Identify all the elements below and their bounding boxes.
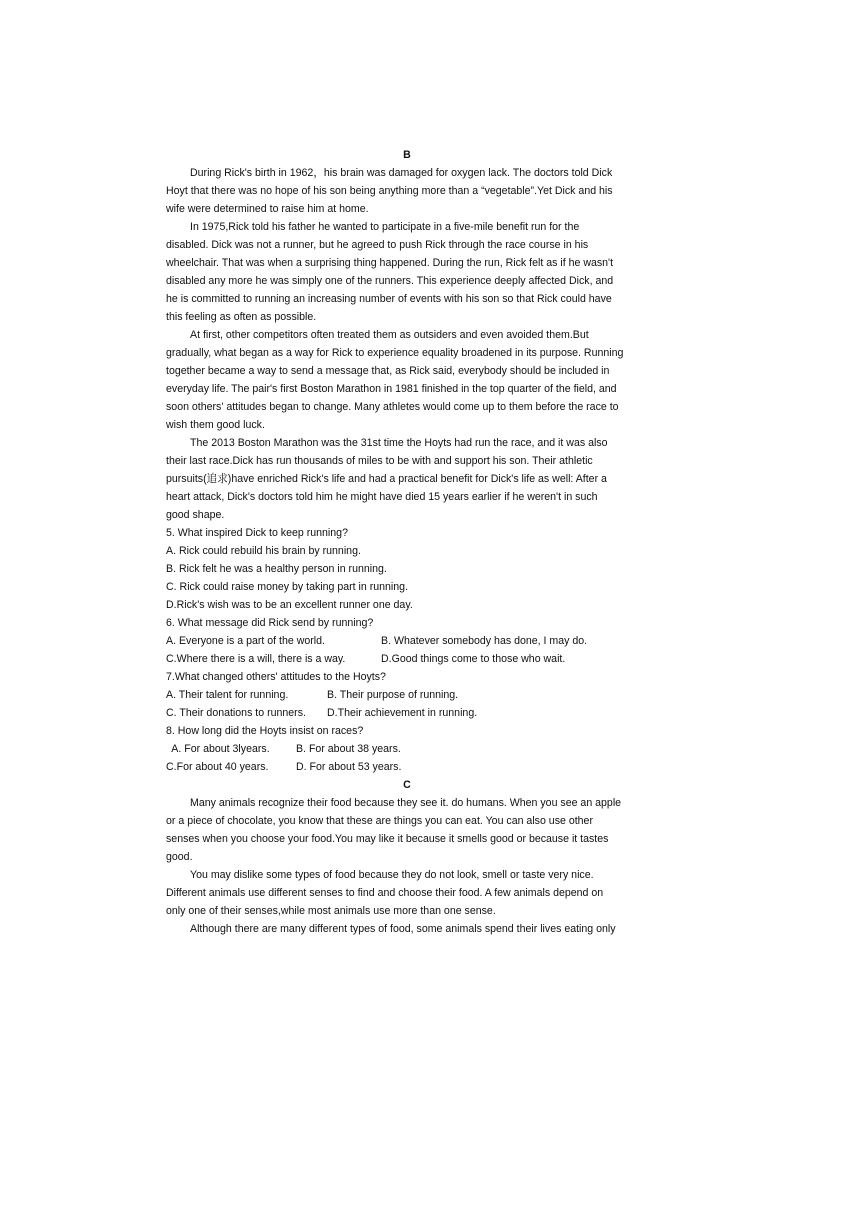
answer-option: A. Everyone is a part of the world. xyxy=(166,635,325,647)
answer-option: A. Rick could rebuild his brain by running. xyxy=(166,545,361,557)
option-row xyxy=(166,542,648,560)
option-row xyxy=(166,560,648,578)
paragraph-line: wish them good luck. xyxy=(166,419,265,431)
option-row xyxy=(166,632,648,650)
question-stem: 6. What message did Rick send by running? xyxy=(166,617,374,629)
paragraph-line: During Rick's birth in 1962，his brain was damaged for oxygen lack. The doctors told Dick xyxy=(190,167,613,179)
paragraph-line: In 1975,Rick told his father he wanted to participate in a five-mile benefit run for the xyxy=(190,221,580,233)
paragraph-line: wheelchair. That was when a surprising thing happened. During the run, Rick felt as if he wasn't xyxy=(166,257,614,269)
paragraph-line: Although there are many different types of food, some animals spend their lives eating only xyxy=(190,923,616,935)
answer-option: B. Whatever somebody has done, I may do. xyxy=(381,635,588,647)
paragraph-line: this feeling as often as possible. xyxy=(166,311,317,323)
section-b-passage xyxy=(166,164,648,524)
section-c-title: C xyxy=(403,779,411,791)
paragraph-line: only one of their senses,while most animals use more than one sense. xyxy=(166,905,496,917)
section-c-passage xyxy=(166,794,648,938)
question-stem: 5. What inspired Dick to keep running? xyxy=(166,527,348,539)
section-b-questions xyxy=(166,524,648,776)
paragraph-line: heart attack, Dick's doctors told him he might have died 15 years earlier if he weren't in such xyxy=(166,491,598,503)
option-row xyxy=(166,578,648,596)
paragraph-line: he is committed to running an increasing number of events with his son so that Rick could have xyxy=(166,293,612,305)
paragraph-line: everyday life. The pair's first Boston Marathon in 1981 finished in the top quarter of the field, and xyxy=(166,383,617,395)
section-b-title: B xyxy=(403,149,411,161)
paragraph-line: senses when you choose your food.You may like it because it smells good or because it tastes xyxy=(166,833,609,845)
answer-option: C. Rick could raise money by taking part in running. xyxy=(166,581,409,593)
answer-option: A. For about 3lyears. xyxy=(166,743,270,755)
answer-option: A. Their talent for running. xyxy=(166,689,289,701)
option-row xyxy=(166,740,648,758)
answer-option: C.Where there is a will, there is a way. xyxy=(166,653,346,665)
paragraph-line: their last race.Dick has run thousands of miles to be with and support his son. Their athletic xyxy=(166,455,593,467)
paragraph-line: gradually, what began as a way for Rick to experience equality broadened in its purpose. Running xyxy=(166,347,624,359)
paragraph-line: You may dislike some types of food because they do not look, smell or taste very nice. xyxy=(190,869,594,881)
paragraph-line: pursuits(追求)have enriched Rick's life and had a practical benefit for Dick's life as well: After a xyxy=(166,473,607,485)
paragraph-line: good shape. xyxy=(166,509,225,521)
paragraph-line: Many animals recognize their food because they see it. do humans. When you see an apple xyxy=(190,797,622,809)
option-row xyxy=(166,704,648,722)
paragraph-line: or a piece of chocolate, you know that these are things you can eat. You can also use other xyxy=(166,815,593,827)
question-stem: 8. How long did the Hoyts insist on races? xyxy=(166,725,364,737)
option-row xyxy=(166,686,648,704)
option-row xyxy=(166,650,648,668)
answer-option: C.For about 40 years. xyxy=(166,761,269,773)
option-row xyxy=(166,596,648,614)
answer-option: B. Their purpose of running. xyxy=(327,689,459,701)
paragraph-line: disabled any more he was simply one of the runners. This experience deeply affected Dick, and xyxy=(166,275,614,287)
answer-option: D.Their achievement in running. xyxy=(327,707,478,719)
option-row xyxy=(166,758,648,776)
paragraph-line: At first, other competitors often treated them as outsiders and even avoided them.But xyxy=(190,329,589,341)
paragraph-line: together became a way to send a message that, as Rick said, everybody should be included in xyxy=(166,365,610,377)
answer-option: D. For about 53 years. xyxy=(296,761,402,773)
question-stem: 7.What changed others' attitudes to the Hoyts? xyxy=(166,671,386,683)
answer-option: B. Rick felt he was a healthy person in running. xyxy=(166,563,387,575)
paragraph-line: Hoyt that there was no hope of his son being anything more than a “vegetable”.Yet Dick and his xyxy=(166,185,613,197)
paragraph-line: The 2013 Boston Marathon was the 31st time the Hoyts had run the race, and it was also xyxy=(190,437,608,449)
paragraph-line: soon others' attitudes began to change. Many athletes would come up to them before the race to xyxy=(166,401,619,413)
answer-option: D.Rick's wish was to be an excellent runner one day. xyxy=(166,599,413,611)
paragraph-line: disabled. Dick was not a runner, but he agreed to push Rick through the race course in his xyxy=(166,239,589,251)
paragraph-line: wife were determined to raise him at home. xyxy=(166,203,369,215)
paragraph-line: Different animals use different senses to find and choose their food. A few animals depend on xyxy=(166,887,604,899)
answer-option: C. Their donations to runners. xyxy=(166,707,306,719)
answer-option: B. For about 38 years. xyxy=(296,743,401,755)
answer-option: D.Good things come to those who wait. xyxy=(381,653,566,665)
document-page xyxy=(166,146,648,938)
paragraph-line: good. xyxy=(166,851,193,863)
